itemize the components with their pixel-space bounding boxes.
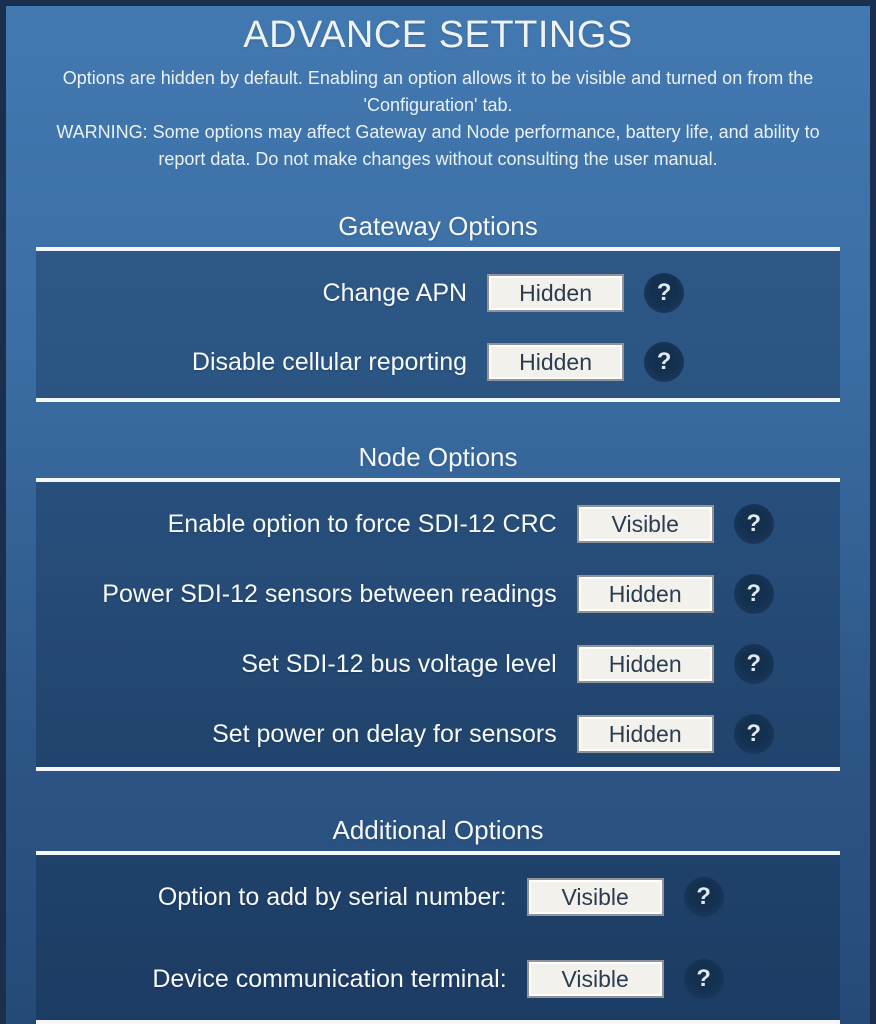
help-icon[interactable]: ? (734, 574, 774, 614)
help-icon[interactable]: ? (644, 273, 684, 313)
visibility-toggle-disable-cellular-reporting[interactable]: Hidden (487, 343, 624, 381)
page-title: ADVANCE SETTINGS (243, 14, 633, 56)
option-label-change-apn: Change APN (322, 278, 468, 307)
option-label-power-on-delay: Set power on delay for sensors (212, 719, 557, 748)
visibility-toggle-device-communication-terminal[interactable]: Visible (527, 960, 664, 998)
option-label-add-by-serial-number: Option to add by serial number: (157, 882, 507, 911)
section-panel-node-options (36, 478, 840, 771)
section-heading-node-options: Node Options (358, 442, 518, 472)
visibility-toggle-power-on-delay[interactable]: Hidden (577, 715, 714, 753)
visibility-toggle-power-sdi12-sensors[interactable]: Hidden (577, 575, 714, 613)
visibility-toggle-add-by-serial-number[interactable]: Visible (527, 878, 664, 916)
intro-text: Options are hidden by default. Enabling an option allows it to be visible and turned on from the 'Configuration' tab. (62, 68, 814, 115)
section-heading-gateway-options: Gateway Options (338, 211, 538, 241)
help-icon[interactable]: ? (684, 877, 724, 917)
visibility-toggle-force-sdi12-crc[interactable]: Visible (577, 505, 714, 543)
option-label-device-communication-terminal: Device communication terminal: (152, 964, 507, 993)
option-label-force-sdi12-crc: Enable option to force SDI-12 CRC (167, 509, 557, 538)
help-icon[interactable]: ? (734, 644, 774, 684)
section-panel-additional-options (36, 851, 840, 1024)
option-label-sdi12-bus-voltage: Set SDI-12 bus voltage level (241, 649, 557, 678)
help-icon[interactable]: ? (734, 714, 774, 754)
warning-text: WARNING: Some options may affect Gateway and Node performance, battery life, and ability to report data. Do not make changes without consulting the user manual. (56, 122, 820, 169)
visibility-toggle-change-apn[interactable]: Hidden (487, 274, 624, 312)
visibility-toggle-sdi12-bus-voltage[interactable]: Hidden (577, 645, 714, 683)
section-heading-additional-options: Additional Options (332, 815, 544, 845)
option-label-power-sdi12-sensors: Power SDI-12 sensors between readings (102, 579, 557, 608)
additional-options-grid (36, 855, 840, 1020)
gateway-options-grid (36, 251, 840, 398)
help-icon[interactable]: ? (734, 504, 774, 544)
help-icon[interactable]: ? (684, 959, 724, 999)
node-options-grid (36, 482, 840, 767)
section-panel-gateway-options (36, 247, 840, 402)
help-icon[interactable]: ? (644, 342, 684, 382)
option-label-disable-cellular-reporting: Disable cellular reporting (191, 347, 468, 376)
